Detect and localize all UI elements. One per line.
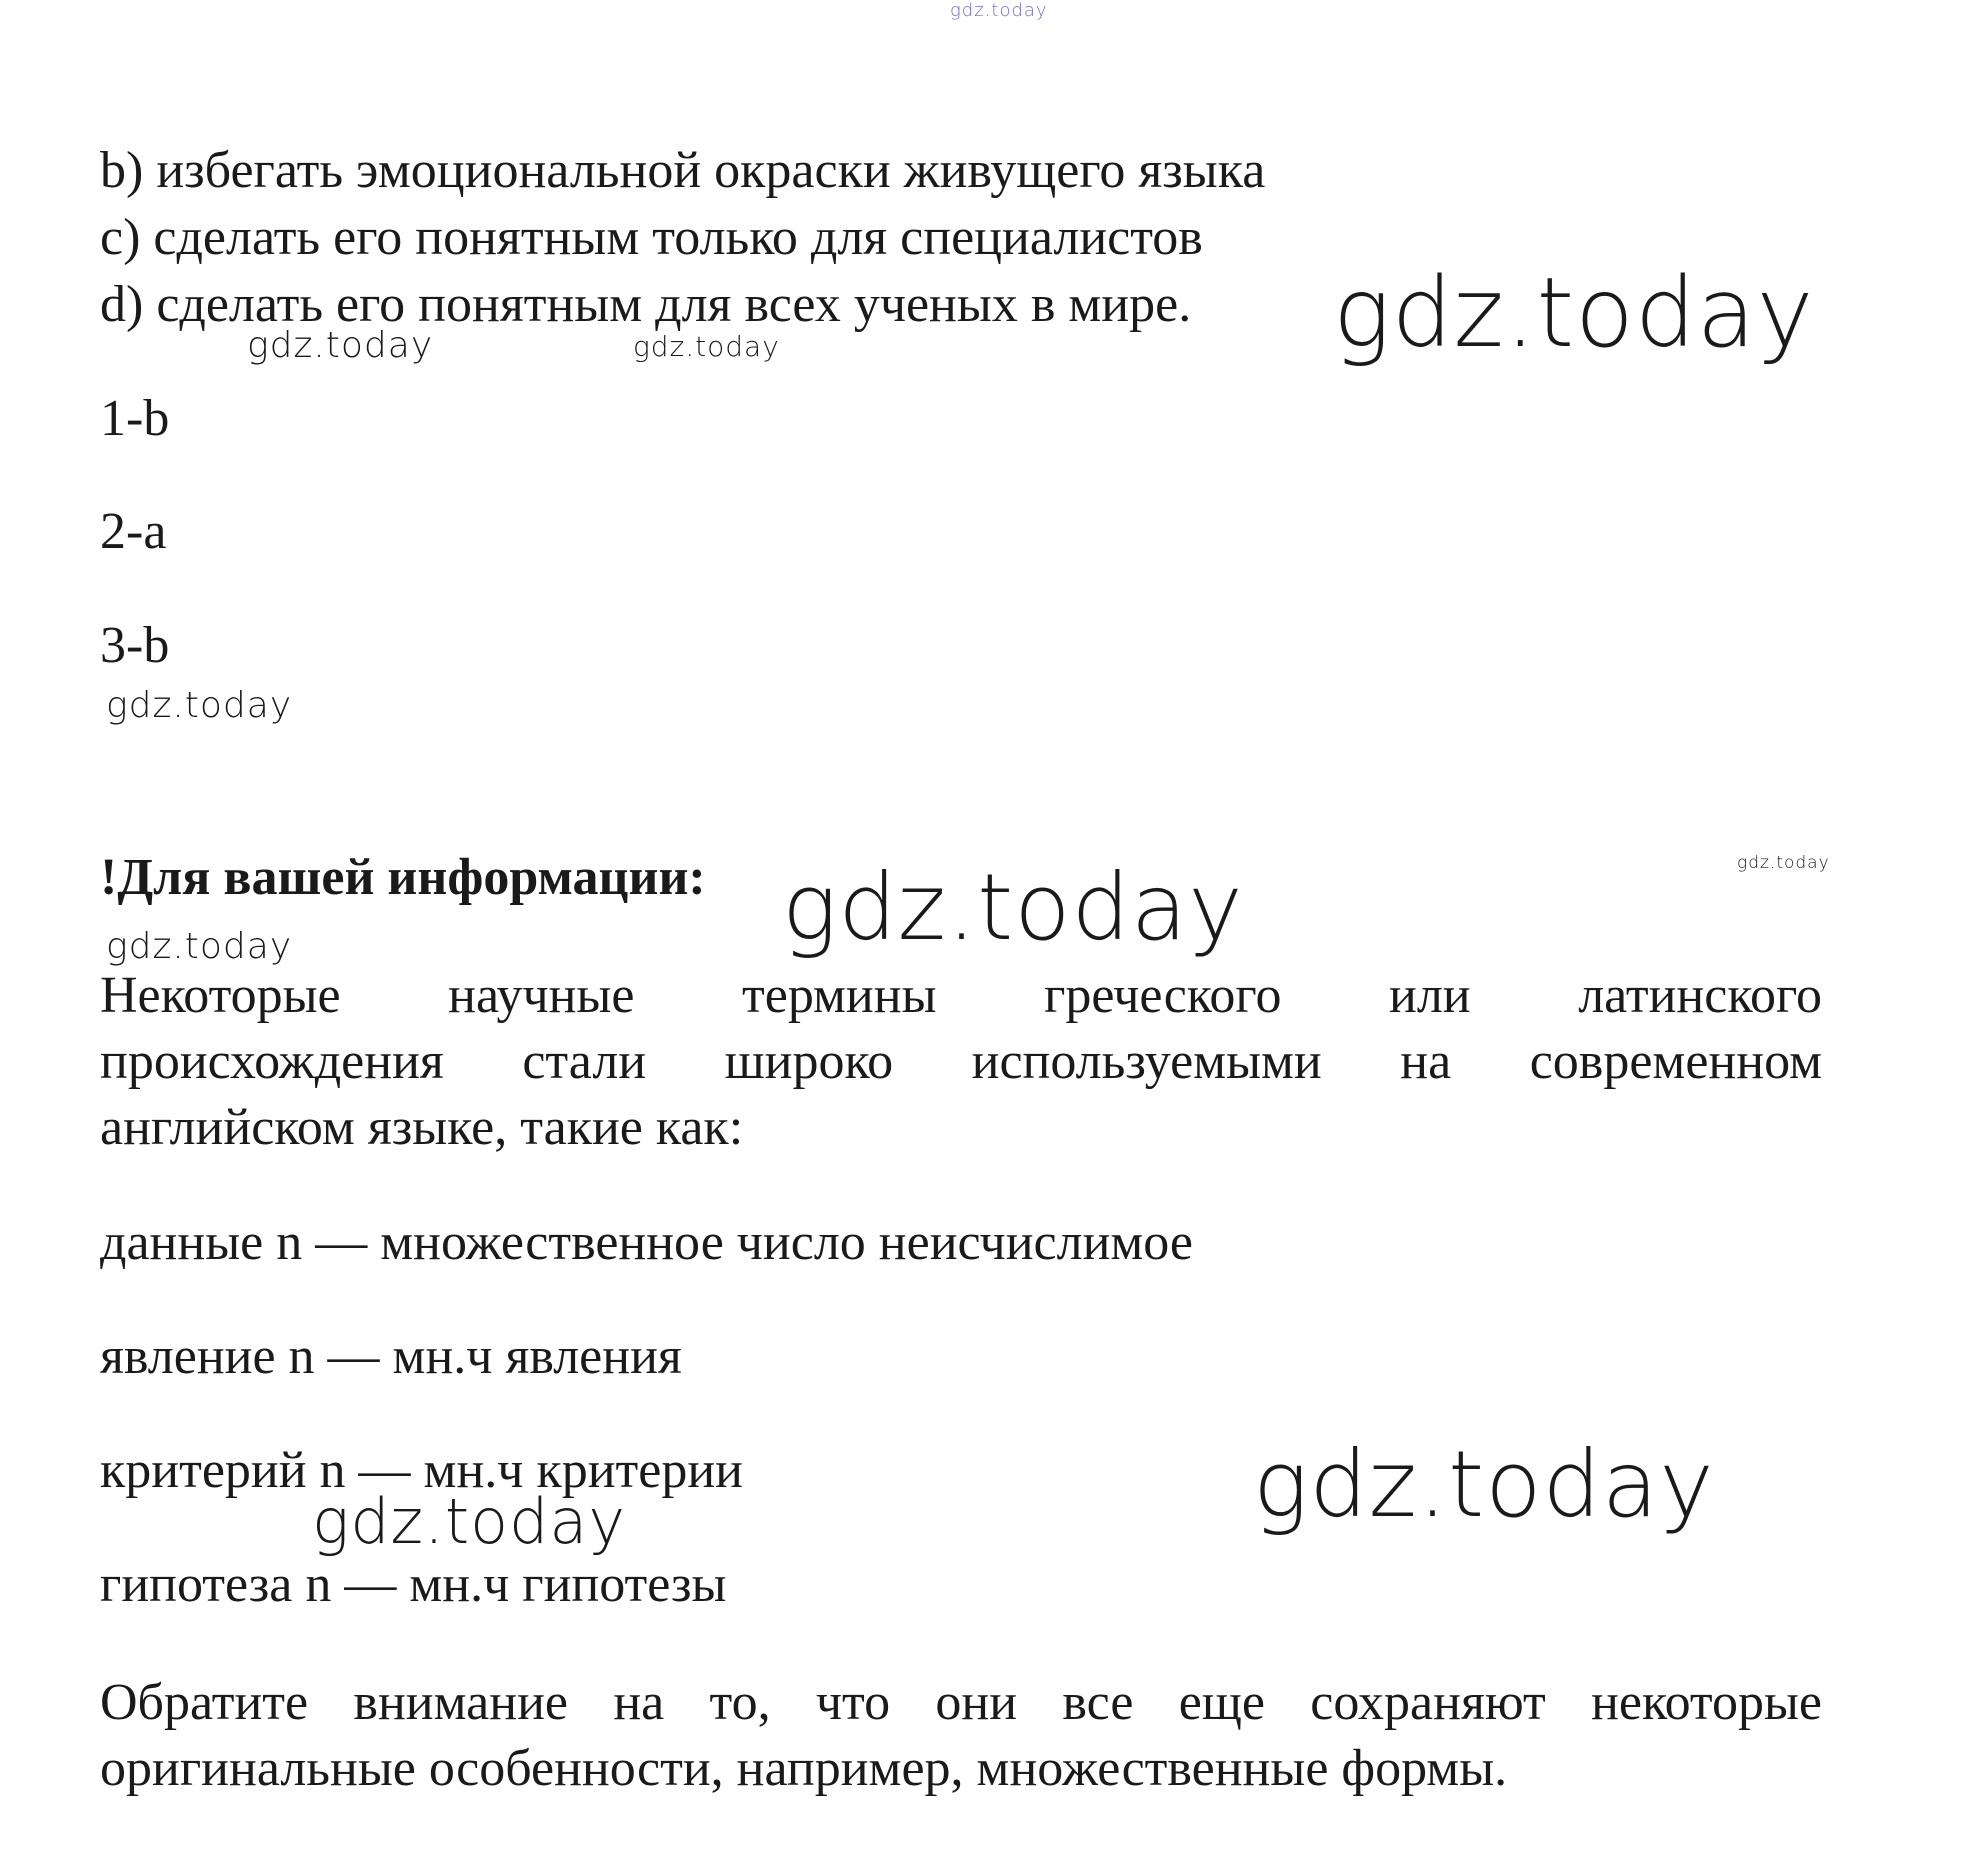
term-item: гипотеза n — мн.ч гипотезы [100, 1556, 727, 1613]
intro-line: английском языке, такие как: [100, 1099, 744, 1156]
watermark-large: gdz.today [782, 854, 1244, 961]
note-line: Обратите внимание на то, что они все еще сохраняют некоторые [100, 1674, 1822, 1731]
watermark-small: gdz.today [106, 685, 293, 726]
note-paragraph [100, 1670, 1822, 1802]
intro-line: происхождения стали широко используемыми на современном [100, 1033, 1822, 1090]
option-d: d) сделать его понятным для всех ученых в мире. [100, 276, 1192, 333]
watermark-tiny: gdz.today [1737, 853, 1830, 873]
watermark-small: gdz.today [633, 330, 780, 363]
term-item: данные n — множественное число неисчислимое [100, 1214, 1194, 1271]
term-item: критерий n — мн.ч критерии [100, 1442, 743, 1499]
answer-1: 1-b [100, 390, 170, 447]
note-line: оригинальные особенности, например, множественные формы. [100, 1740, 1508, 1797]
watermark-large: gdz.today [1333, 257, 1815, 369]
intro-paragraph [100, 963, 1822, 1161]
intro-line: Некоторые научные термины греческого или латинского [100, 967, 1822, 1024]
watermark-top: gdz.today [950, 0, 1048, 21]
watermark-medium: gdz.today [312, 1485, 627, 1558]
watermark-small: gdz.today [247, 325, 434, 366]
answer-3: 3-b [100, 617, 170, 674]
option-b: b) избегать эмоциональной окраски живущего языка [100, 142, 1266, 199]
term-item: явление n — мн.ч явления [100, 1328, 682, 1385]
option-c: c) сделать его понятным только для специалистов [100, 209, 1203, 266]
answer-2: 2-a [100, 503, 167, 560]
info-heading: !Для вашей информации: [100, 849, 706, 906]
watermark-small: gdz.today [106, 926, 293, 967]
watermark-large: gdz.today [1253, 1431, 1715, 1538]
